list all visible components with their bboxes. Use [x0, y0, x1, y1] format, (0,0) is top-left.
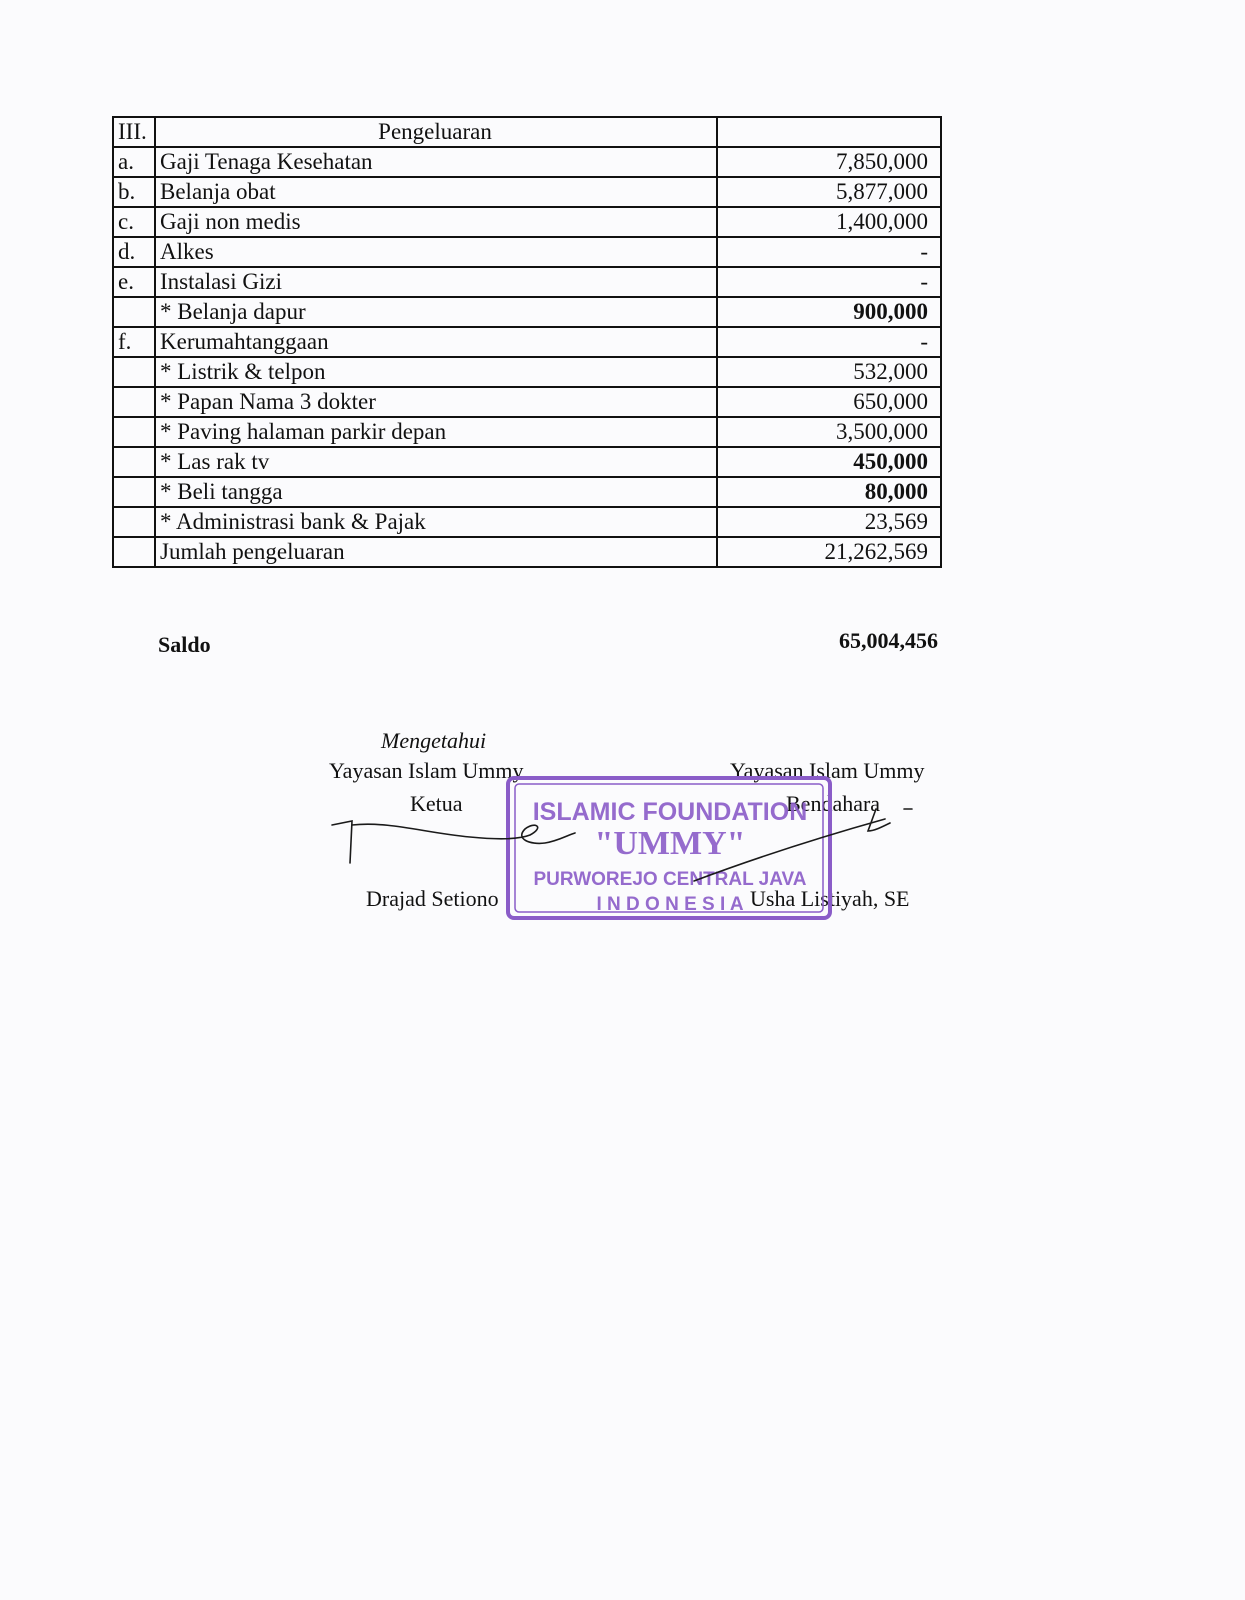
row-number: c. [113, 207, 155, 237]
table-row [113, 267, 941, 297]
row-number: d. [113, 237, 155, 267]
row-label: * Las rak tv [155, 447, 717, 477]
left-role: Ketua [410, 791, 463, 816]
row-amount: 532,000 [717, 357, 941, 387]
table-row [113, 507, 941, 537]
mengetahui-label: Mengetahui [381, 728, 487, 753]
table-row [113, 177, 941, 207]
row-amount: - [717, 237, 941, 267]
table-row [113, 297, 941, 327]
row-number [113, 417, 155, 447]
table-row [113, 327, 941, 357]
row-number: e. [113, 267, 155, 297]
right-role: Bendahara [786, 791, 881, 816]
right-signature-mark [690, 805, 920, 885]
row-amount: - [717, 327, 941, 357]
row-amount: 5,877,000 [717, 177, 941, 207]
row-number [113, 477, 155, 507]
header-amount-cell [717, 117, 941, 147]
row-amount: 3,500,000 [717, 417, 941, 447]
left-signature-mark [330, 815, 580, 875]
table-row [113, 387, 941, 417]
row-number [113, 357, 155, 387]
saldo-label: Saldo [158, 632, 211, 657]
row-amount: 450,000 [717, 447, 941, 477]
row-amount: - [717, 267, 941, 297]
section-title: Pengeluaran [155, 117, 717, 147]
row-number [113, 507, 155, 537]
row-label: * Administrasi bank & Pajak [155, 507, 717, 537]
row-label: Kerumahtanggaan [155, 327, 717, 357]
row-number [113, 447, 155, 477]
row-label: * Belanja dapur [155, 297, 717, 327]
stamp-line-1: ISLAMIC FOUNDATION [532, 798, 808, 826]
right-org: Yayasan Islam Ummy [730, 758, 925, 783]
section-number: III. [113, 117, 155, 147]
row-amount: 1,400,000 [717, 207, 941, 237]
row-amount: 7,850,000 [717, 147, 941, 177]
row-label: * Paving halaman parkir depan [155, 417, 717, 447]
row-amount: 900,000 [717, 297, 941, 327]
row-label: Alkes [155, 237, 717, 267]
table-row [113, 477, 941, 507]
row-number: b. [113, 177, 155, 207]
row-label: * Listrik & telpon [155, 357, 717, 387]
table-header-row [113, 117, 941, 147]
row-amount: 80,000 [717, 477, 941, 507]
table-row [113, 237, 941, 267]
row-amount: 23,569 [717, 507, 941, 537]
row-number: a. [113, 147, 155, 177]
row-number [113, 537, 155, 567]
row-number: f. [113, 327, 155, 357]
row-label: Gaji non medis [155, 207, 717, 237]
table-row [113, 357, 941, 387]
total-row [113, 537, 941, 567]
row-label: * Beli tangga [155, 477, 717, 507]
left-org: Yayasan Islam Ummy [329, 758, 524, 783]
left-name: Drajad Setiono [366, 886, 499, 911]
total-amount: 21,262,569 [717, 537, 941, 567]
table-row [113, 447, 941, 477]
saldo-value: 65,004,456 [839, 628, 938, 653]
expense-table [112, 116, 942, 568]
row-label: * Papan Nama 3 dokter [155, 387, 717, 417]
table-row [113, 207, 941, 237]
table-row [113, 147, 941, 177]
stamp-line-4: I N D O N E S I A [596, 894, 744, 915]
total-label: Jumlah pengeluaran [155, 537, 717, 567]
right-name: Usha Listiyah, SE [750, 886, 910, 911]
row-label: Gaji Tenaga Kesehatan [155, 147, 717, 177]
stamp-line-2: "UMMY" [594, 825, 746, 862]
stamp-line-3: PURWOREJO CENTRAL JAVA [533, 869, 807, 890]
row-label: Instalasi Gizi [155, 267, 717, 297]
table-row [113, 417, 941, 447]
row-amount: 650,000 [717, 387, 941, 417]
row-number [113, 297, 155, 327]
row-label: Belanja obat [155, 177, 717, 207]
row-number [113, 387, 155, 417]
